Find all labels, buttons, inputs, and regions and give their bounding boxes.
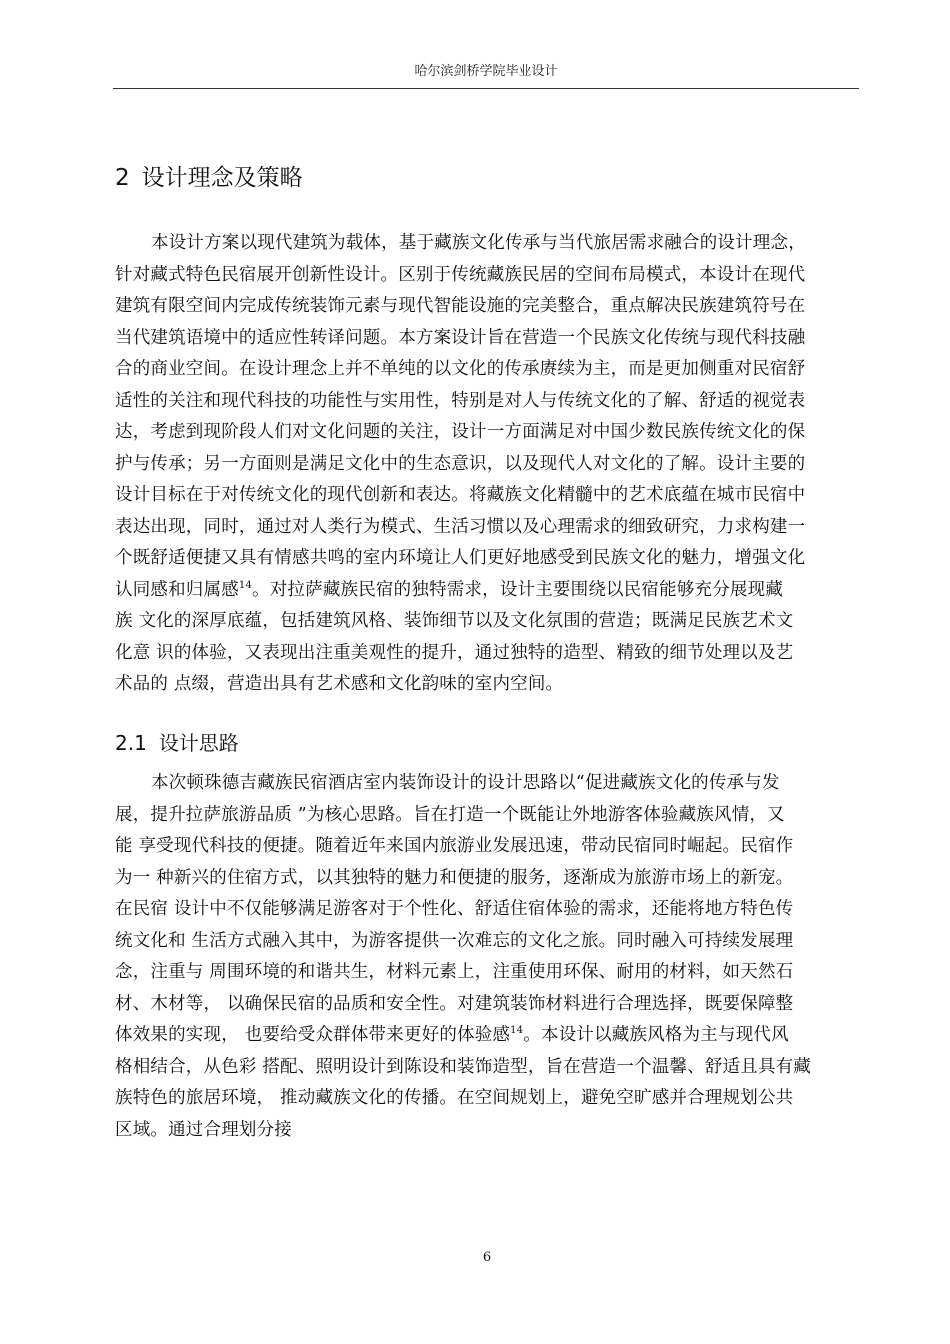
text-line: 格相结合，从色彩 搭配、照明设计到陈设和装饰造型，旨在营造一个温馨、舒适且具有藏 (115, 1056, 812, 1077)
text-line-with-citation (115, 575, 806, 607)
text-line: 在民宿 设计中不仅能够满足游客对于个性化、舒适住宿体验的需求，还能将地方特色传 (115, 899, 794, 919)
section-number: 2.1 (115, 731, 147, 755)
text-line: 达，考虑到现阶段人们对文化问题的关注，设计一方面满足对中国少数民族传统文化的保 (115, 422, 806, 442)
chapter-number: 2 (115, 165, 130, 191)
text-line: 展，提升拉萨旅游品质 ”为核心思路。旨在打造一个既能让外地游客体验藏族风情，又 (115, 804, 785, 825)
text-segment: 认同感和归属感 (115, 579, 239, 600)
page-number: 6 (482, 1250, 492, 1265)
text-line: 合的商业空间。在设计理念上并不单纯的以文化的传承赓续为主，而是更加侧重对民宿舒 (115, 359, 806, 379)
text-segment: 。本设计以藏族风格为主与现代风 (523, 1025, 789, 1045)
citation-marker: 14 (510, 1025, 524, 1037)
running-header: 哈尔滨剑桥学院毕业设计 (414, 64, 558, 79)
text-line: 本设计方案以现代建筑为载体，基于藏族文化传承与当代旅居需求融合的设计理念， (151, 233, 806, 253)
text-segment: 体效果的实现， 也要给受众群体带来更好的体验感 (115, 1025, 511, 1045)
text-line: 区域。通过合理划分接 (115, 1119, 292, 1140)
text-line: 本次顿珠德吉藏族民宿酒店室内装饰设计的设计思路以“促进藏族文化的传承与发 (151, 773, 780, 793)
chapter-heading (115, 160, 303, 196)
text-line: 针对藏式特色民宿展开创新性设计。区别于传统藏族民居的空间布局模式，本设计在现代 (115, 264, 806, 285)
text-segment: 。对拉萨藏族民宿的独特需求，设计主要围绕以民宿能够充分展现藏 (252, 579, 784, 600)
text-line: 化意 识的体验，又表现出注重美观性的提升，通过独特的造型、精致的细节处理以及艺 (115, 642, 794, 663)
text-line: 能 享受现代科技的便捷。随着近年来国内旅游业发展迅速，带动民宿同时崛起。民宿作 (115, 836, 794, 856)
section-paragraph (115, 768, 811, 1146)
text-line: 个既舒适便捷又具有情感共鸣的室内环境让人们更好地感受到民族文化的魅力，增强文化 (115, 548, 806, 568)
text-line: 术品的 点缀，营造出具有艺术感和文化韵味的室内空间。 (115, 674, 564, 694)
citation-marker: 14 (238, 579, 253, 591)
text-line: 表达出现，同时，通过对人类行为模式、生活习惯以及心理需求的细致研究，力求构建一 (115, 516, 806, 537)
text-line: 当代建筑语境中的适应性转译问题。本方案设计旨在营造一个民族文化传统与现代科技融 (115, 327, 806, 348)
text-line: 适性的关注和现代科技的功能性与实用性，特别是对人与传统文化的了解、舒适的视觉表 (115, 390, 806, 411)
text-line: 族 文化的深厚底蕴，包括建筑风格、装饰细节以及文化氛围的营造；既满足民族艺术文 (115, 611, 794, 631)
section-title: 设计思路 (158, 731, 239, 755)
chapter-title: 设计理念及策略 (141, 165, 303, 191)
section-heading (115, 727, 239, 759)
text-line: 族特色的旅居环境， 推动藏族文化的传播。在空间规划上，避免空旷感并合理规划公共 (115, 1088, 794, 1108)
text-line: 材、木材等， 以确保民宿的品质和安全性。对建筑装饰材料进行合理选择，既要保障整 (115, 993, 794, 1014)
text-line: 建筑有限空间内完成传统装饰元素与现代智能设施的完美整合，重点解决民族建筑符号在 (115, 296, 806, 316)
text-line: 护与传承；另一方面则是满足文化中的生态意识，以及现代人对文化的了解。设计主要的 (115, 453, 806, 474)
header-rule (113, 88, 859, 89)
text-line: 念，注重与 周围环境的和谐共生，材料元素上，注重使用环保、耐用的材料，如天然石 (115, 962, 794, 982)
text-line: 设计目标在于对传统文化的现代创新和表达。将藏族文化精髓中的艺术底蕴在城市民宿中 (115, 485, 806, 505)
text-line: 为一 种新兴的住宿方式，以其独特的魅力和便捷的服务，逐渐成为旅游市场上的新宠。 (115, 867, 794, 888)
text-line: 统文化和 生活方式融入其中，为游客提供一次难忘的文化之旅。同时融入可持续发展理 (115, 930, 794, 951)
chapter-paragraph (115, 228, 806, 701)
text-line-with-citation (115, 1020, 811, 1052)
